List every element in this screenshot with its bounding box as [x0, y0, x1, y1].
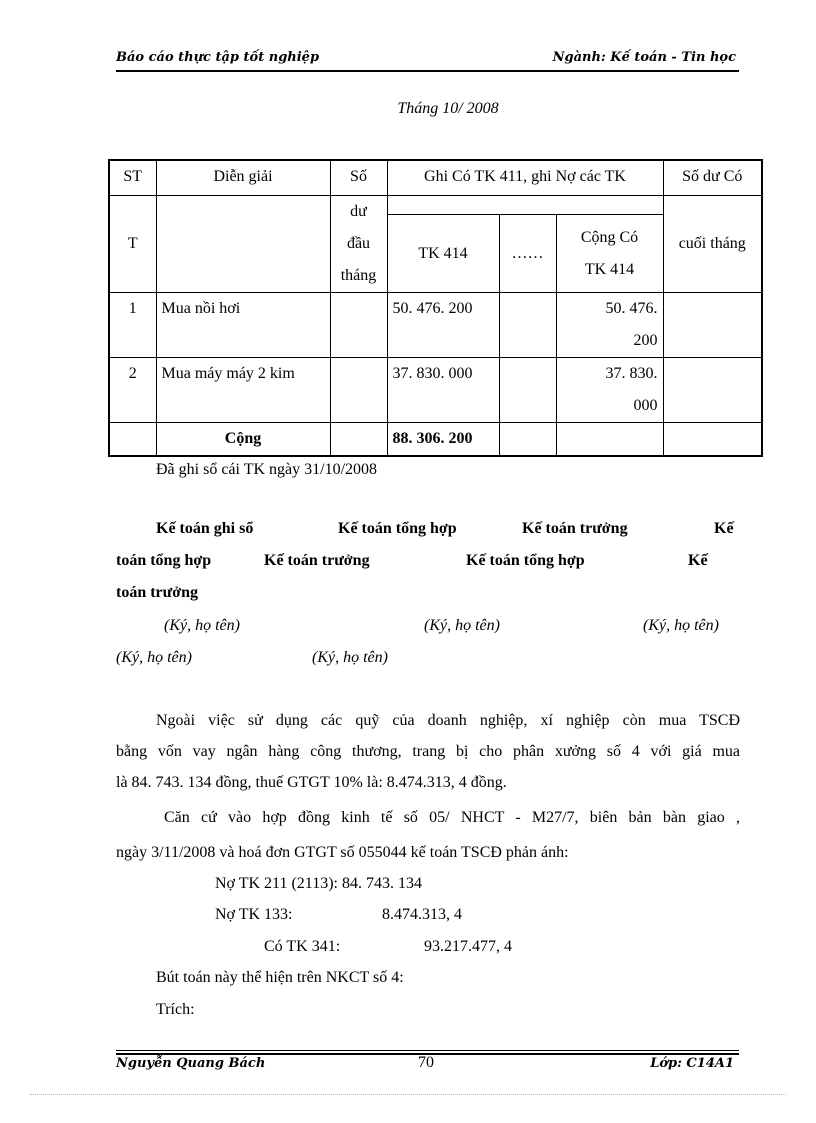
- total-row-stt: [109, 423, 156, 457]
- total-row-label: Cộng: [156, 423, 330, 457]
- sig-l1-tail: Kế: [714, 520, 734, 537]
- sign-note-4: (Ký, họ tên): [116, 649, 192, 666]
- ledger-table: [108, 159, 763, 457]
- entry-debit-133-label: Nợ TK 133:: [215, 906, 293, 923]
- entry-debit-211: Nợ TK 211 (2113): 84. 743. 134: [215, 875, 422, 892]
- row-2-stt: 2: [109, 358, 156, 423]
- page-edge-dots: [30, 1094, 786, 1095]
- sig-l2-b: Kế toán trưởng: [264, 552, 370, 569]
- total-credit-line-2: TK 414: [584, 260, 635, 278]
- row-1-total-line-2: 200: [633, 332, 658, 349]
- total-row-total-credit: [556, 423, 663, 457]
- row-2-tk414: 37. 830. 000: [387, 358, 499, 423]
- total-row-closing: [663, 423, 762, 457]
- col-header-credit-group: Ghi Có TK 411, ghi Nợ các TK: [387, 160, 663, 196]
- row-1-closing: [663, 293, 762, 358]
- sign-note-2: (Ký, họ tên): [424, 617, 500, 634]
- col-header-total-credit: [557, 215, 663, 292]
- row-1-tk414: 50. 476. 200: [387, 293, 499, 358]
- row-2-total-credit: [556, 358, 663, 423]
- credit-subheader-cell: [387, 196, 663, 293]
- col-header-dots: ……: [500, 215, 557, 292]
- total-row-opening: [330, 423, 387, 457]
- row-2-closing: [663, 358, 762, 423]
- col-header-tk414: TK 414: [388, 215, 500, 292]
- credit-subheader-spacer: [388, 196, 663, 215]
- row-1-total-credit: [556, 293, 663, 358]
- row-1-total-line-1: 50. 476.: [605, 300, 658, 317]
- table-header-row-2: [109, 196, 762, 293]
- opening-line-3: tháng: [340, 267, 377, 284]
- sig-l2-a: toán tổng hợp: [116, 552, 212, 569]
- footer-author: Nguyễn Quang Bách: [116, 1056, 266, 1071]
- sign-note-1: (Ký, họ tên): [164, 617, 240, 634]
- entry-credit-341-value: 93.217.477, 4: [424, 938, 512, 955]
- col-header-closing-top: Số dư Có: [663, 160, 762, 196]
- col-header-stt-bottom: T: [109, 196, 156, 293]
- table-total-row: [109, 423, 762, 457]
- table-row: [109, 293, 762, 358]
- row-2-description: Mua máy máy 2 kim: [156, 358, 330, 423]
- footer-rule-1: [116, 1050, 739, 1051]
- row-2-total-line-1: 37. 830.: [605, 365, 658, 382]
- month-label: Tháng 10/ 2008: [397, 100, 499, 117]
- opening-line-1: dư: [350, 203, 367, 220]
- paragraph-4: Trích:: [156, 1001, 195, 1018]
- row-2-opening: [330, 358, 387, 423]
- paragraph-1-line-2: bằng vốn vay ngân hàng công thương, trang bị cho phân xưởng số 4 với giá mua: [116, 743, 740, 760]
- col-header-closing-bottom: cuối tháng: [663, 196, 762, 293]
- total-credit-line-1: Cộng Có: [580, 228, 639, 246]
- col-header-description: Diễn giải: [156, 160, 330, 196]
- row-1-stt: 1: [109, 293, 156, 358]
- table-row: [109, 358, 762, 423]
- header-rule: [116, 70, 739, 72]
- paragraph-1-line-3: là 84. 743. 134 đồng, thuế GTGT 10% là: 8.474.313, 4 đồng.: [116, 774, 507, 791]
- posted-note: Đã ghi sổ cái TK ngày 31/10/2008: [156, 461, 378, 478]
- opening-line-2: đầu: [346, 235, 371, 252]
- col-header-opening-bottom: [330, 196, 387, 293]
- row-1-description: Mua nồi hơi: [156, 293, 330, 358]
- table-header-row-1: [109, 160, 762, 196]
- total-row-dots: [499, 423, 556, 457]
- sig-l3: toán trưởng: [116, 584, 199, 601]
- total-row-tk414: 88. 306. 200: [387, 423, 499, 457]
- sign-note-5: (Ký, họ tên): [312, 649, 388, 666]
- paragraph-1-line-1: Ngoài việc sử dụng các quỹ của doanh nghiệp, xí nghiệp còn mua TSCĐ: [156, 712, 740, 729]
- entry-debit-133-value: 8.474.313, 4: [382, 906, 462, 923]
- sig-l2-d: Kế: [688, 552, 708, 569]
- col-header-stt-top: ST: [109, 160, 156, 196]
- header-right: Ngành: Kế toán - Tin học: [552, 50, 736, 65]
- sig-bookkeeper: Kế toán ghi sổ: [156, 520, 254, 537]
- sig-l2-c: Kế toán tổng hợp: [466, 552, 585, 569]
- sign-note-3: (Ký, họ tên): [643, 617, 719, 634]
- sig-chief-accountant: Kế toán trưởng: [522, 520, 628, 537]
- sig-general-accountant: Kế toán tổng hợp: [338, 520, 457, 537]
- footer-class: Lớp: C14A1: [650, 1056, 734, 1071]
- row-2-total-line-2: 000: [633, 397, 658, 414]
- col-header-description-empty: [156, 196, 330, 293]
- row-1-dots: [499, 293, 556, 358]
- col-header-opening-top: Số: [330, 160, 387, 196]
- paragraph-2-line-2: ngày 3/11/2008 và hoá đơn GTGT số 055044 kế toán TSCĐ phản ánh:: [116, 844, 569, 861]
- row-1-opening: [330, 293, 387, 358]
- paragraph-2-line-1: Căn cứ vào hợp đồng kinh tế số 05/ NHCT - M27/7, biên bản bàn giao ,: [164, 809, 740, 826]
- entry-credit-341-label: Có TK 341:: [264, 938, 341, 955]
- credit-subheader-cols: [388, 215, 663, 292]
- footer-page-number: 70: [418, 1054, 434, 1071]
- header-left: Báo cáo thực tập tốt nghiệp: [116, 50, 320, 65]
- row-2-dots: [499, 358, 556, 423]
- paragraph-3: Bút toán này thể hiện trên NKCT số 4:: [156, 969, 404, 986]
